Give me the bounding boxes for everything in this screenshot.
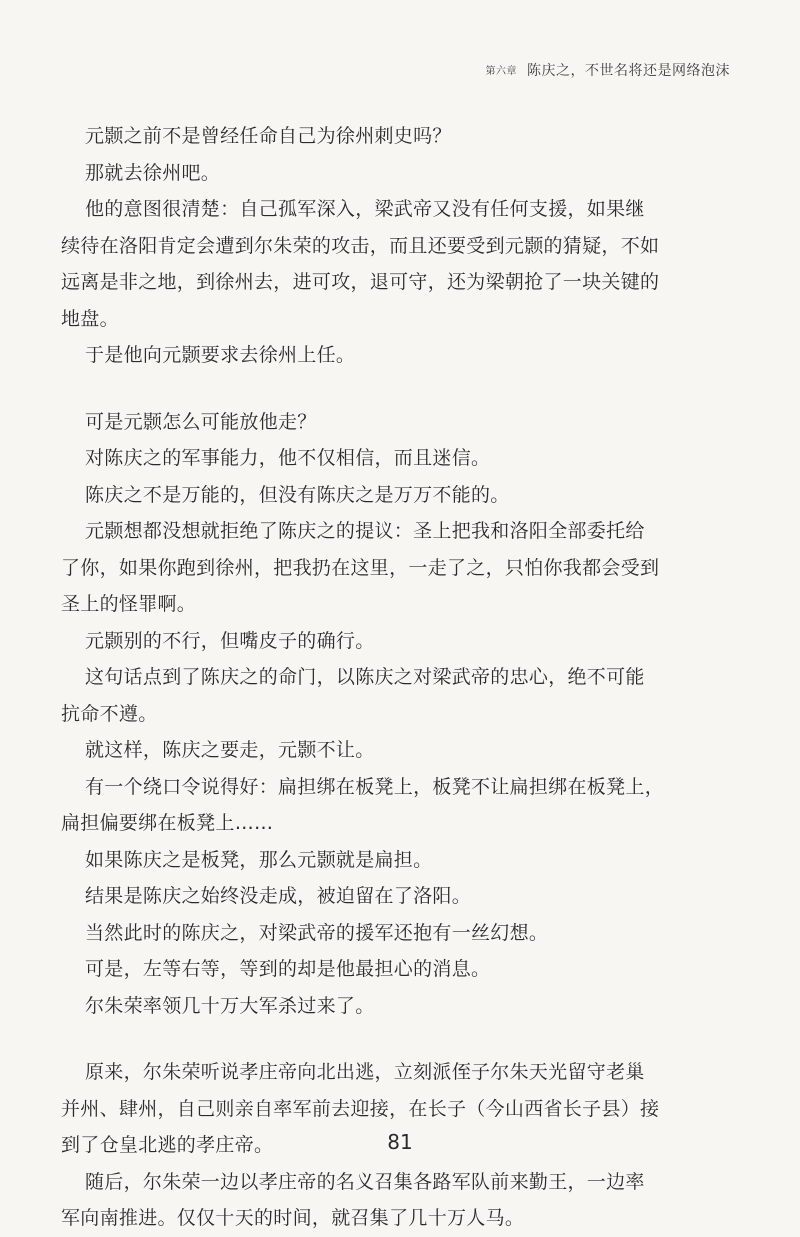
text-line-paragraph-start: 可是元颢怎么可能放他走？ <box>85 410 317 433</box>
text-line-paragraph-start: 元颢别的不行，但嘴皮子的确行。 <box>85 629 375 652</box>
text-line-continuation: 了你，如果你跑到徐州，把我扔在这里，一走了之，只怕你我都会受到 <box>61 556 660 579</box>
text-line-paragraph-start: 当然此时的陈庆之，对梁武帝的援军还抱有一丝幻想。 <box>85 921 549 944</box>
text-line-paragraph-start: 原来，尔朱荣听说孝庄帝向北出逃，立刻派侄子尔朱天光留守老巢 <box>85 1061 645 1083</box>
text-line-paragraph-start: 尔朱荣率领几十万大军杀过来了。 <box>85 994 375 1017</box>
text-line-continuation: 抗命不遵。 <box>61 702 158 725</box>
text-line-paragraph-start: 元颢想都没想就拒绝了陈庆之的提议：圣上把我和洛阳全部委托给 <box>85 520 645 542</box>
paragraph-gap <box>85 1024 690 1054</box>
text-line-paragraph-start: 他的意图很清楚：自己孤军深入，梁武帝又没有任何支援，如果继 <box>85 198 645 220</box>
text-line-continuation: 扁担偏要绑在板凳上…… <box>61 812 274 834</box>
chapter-title: 陈庆之，不世名将还是网络泡沫 <box>527 63 730 79</box>
text-line-continuation: 军向南推进。仅仅十天的时间，就召集了几十万人马。 <box>61 1207 525 1229</box>
text-line-paragraph-start: 结果是陈庆之始终没走成，被迫留在了洛阳。 <box>85 885 472 907</box>
text-line-paragraph-start: 有一个绕口令说得好：扁担绑在板凳上，板凳不让扁担绑在板凳上， <box>85 775 665 798</box>
text-line-paragraph-start: 随后，尔朱荣一边以孝庄帝的名义召集各路军队前来勤王，一边率 <box>85 1170 645 1193</box>
text-line-paragraph-start: 元颢之前不是曾经任命自己为徐州刺史吗？ <box>85 125 452 147</box>
running-header <box>486 60 731 80</box>
text-line-continuation: 续待在洛阳肯定会遭到尔朱荣的攻击，而且还要受到元颢的猜疑，不如 <box>61 234 660 257</box>
chapter-label: 第六章 <box>485 66 517 77</box>
text-line-paragraph-start: 如果陈庆之是板凳，那么元颢就是扁担。 <box>85 848 433 871</box>
text-line-paragraph-start: 就这样，陈庆之要走，元颢不让。 <box>85 739 375 761</box>
body-text <box>61 118 690 1237</box>
paragraph-gap <box>85 374 690 404</box>
text-line-continuation: 远离是非之地，到徐州去，进可攻，退可守，还为梁朝抢了一块关键的 <box>61 271 660 293</box>
text-line-paragraph-start: 这句话点到了陈庆之的命门，以陈庆之对梁武帝的忠心，绝不可能 <box>85 666 645 688</box>
page-number: 81 <box>387 1130 413 1154</box>
text-line-continuation: 并州、肆州，自己则亲自率军前去迎接，在长子（今山西省长子县）接 <box>61 1097 660 1120</box>
text-line-continuation: 到了仓皇北逃的孝庄帝。 <box>61 1134 274 1156</box>
text-line-continuation: 圣上的怪罪啊。 <box>61 593 197 615</box>
text-line-paragraph-start: 陈庆之不是万能的，但没有陈庆之是万万不能的。 <box>85 483 510 506</box>
text-line-continuation: 地盘。 <box>61 307 119 330</box>
text-line-paragraph-start: 可是，左等右等，等到的却是他最担心的消息。 <box>85 958 491 980</box>
text-line-paragraph-start: 那就去徐州吧。 <box>85 161 221 184</box>
text-line-paragraph-start: 于是他向元颢要求去徐州上任。 <box>85 344 356 366</box>
text-line-paragraph-start: 对陈庆之的军事能力，他不仅相信，而且迷信。 <box>85 447 491 469</box>
